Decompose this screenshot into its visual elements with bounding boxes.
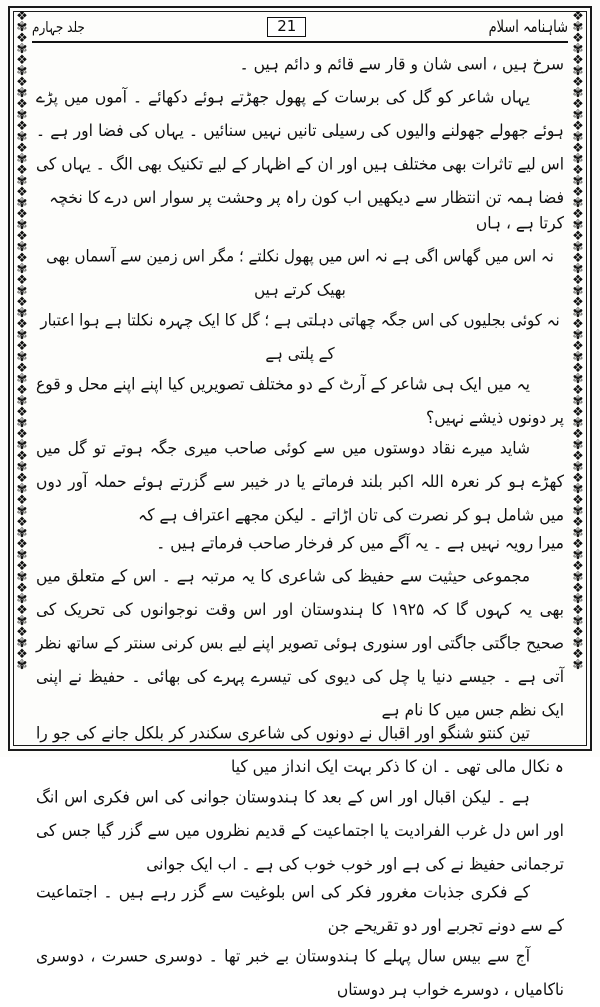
paragraph: شاید میرے نقاد دوستوں میں سے کوئی صاحب میری جگہ ہوتے تو گل میں کھڑے ہو کر نعرہ اللہ اکبر بلند فرماتے یا در خیبر سے گزرتے ہوئے حملہ آور دوں میں شامل ہو کر نصرت کی تان اڑاتے ۔ لیکن مجھے اعتراف ہے کہ: [36, 438, 564, 525]
paragraph: آج سے بیس سال پہلے کا ہندوستان بے خبر تھا ۔ دوسری حسرت ، دوسری ناکامیاں ، دوسرے خواب ہر دوستاں: [36, 946, 564, 1000]
paragraph: ہے ۔ لیکن اقبال اور اس کے بعد کا ہندوستان جوانی کی اس فکری اس انگ اور اس دل غرب الفرادیت یا اجتماعیت کے قدیم نظروں میں سے گزر گیا جس کی ترجمانی حفیظ نے کی ہے اور خوب خوب کی ہے ۔ اب ایک جوانی: [36, 787, 564, 874]
book-title: شاہنامہ اسلام: [488, 17, 568, 37]
ornamental-band-right: ❖✾❖✾❖✾❖✾❖✾❖✾❖✾❖✾❖✾❖✾❖✾❖✾❖✾❖✾❖✾❖✾❖✾❖✾❖✾❖✾❖✾❖✾❖✾❖✾❖✾❖✾❖✾❖✾❖✾❖✾: [572, 11, 584, 673]
paragraph: میرا رویہ نہیں ہے ۔ یہ آگے میں کر فرخار صاحب فرماتے ہیں ۔: [156, 533, 564, 553]
paragraph: سرخ ہیں ، اسی شان و قار سے قائم و دائم ہیں ۔: [239, 54, 564, 74]
paragraph: کے فکری جذبات مغرور فکر کی اس بلوغیت سے گزر رہے ہیں ۔ اجتماعیت کے سے دونے تجربے اور دو تقریحے جن: [36, 882, 564, 936]
paragraph: یہ میں ایک ہی شاعر کے آرٹ کے دو مختلف تصویریں کیا اپنے اپنے محل و قوع پر دونوں ذیشے نہیں؟: [36, 374, 564, 428]
paragraph: تین کنتو شنگو اور اقبال نے دونوں کی شاعری سکندر کر بلکل جانے کی جو را ہ نکال مالی تھی ۔ ان کا ذکر بہت ایک انداز میں کیا: [36, 723, 564, 777]
page-number: 21: [267, 17, 306, 37]
paragraph: کرتا ہے ، ہاں: [475, 213, 564, 233]
verse-line: نہ اس میں گھاس اگی ہے نہ اس میں پھول نکلتے ؛ مگر اس زمین سے آسماں بھی بھیک کرتے ہیں: [46, 246, 554, 300]
verse-line: نہ کوئی بجلیوں کی اس جگہ چھاتی دہلتی ہے ؛ گل کا ایک چہرہ نکلتا ہے ہوا اعتبار کے پلتی ہے: [40, 310, 560, 364]
volume-label: جلد جہارم: [32, 18, 85, 36]
page-header: [32, 14, 568, 40]
paragraph: مجموعی حیثیت سے حفیظ کی شاعری کا یہ مرتبہ ہے ۔ اس کے متعلق میں بھی یہ کہوں گا کہ ۱۹۲۵ کا ہندوستان اور اس وقت نوجوانوں کی تحریک کی صحیح جاگتی جاگتی اور سنوری ہوئی تصویر اپنے لیے بس کرنی سنتر کے ساتھ نظر آتی ہے ۔ جیسے دنیا یا چل کی دیوی کی تیسرے پہرے کی بھائی ۔ حفیظ نے اپنی ایک نظم جس میں کا نام ہے: [36, 566, 564, 720]
page-body: [36, 48, 564, 1000]
ornamental-band-left: ❖✾❖✾❖✾❖✾❖✾❖✾❖✾❖✾❖✾❖✾❖✾❖✾❖✾❖✾❖✾❖✾❖✾❖✾❖✾❖✾❖✾❖✾❖✾❖✾❖✾❖✾❖✾❖✾❖✾❖✾: [16, 11, 28, 673]
header-divider: [32, 41, 568, 43]
paragraph: یہاں شاعر کو گل کی برسات کے پھول جھڑتے ہوئے دکھائے ۔ آموں میں پڑے ہوئے جھولے جھولنے والیوں کی رسیلی تانیں نہیں سنائیں ۔ یہاں کی فضا اور ہے ۔ اس لیے تاثرات بھی مختلف ہیں اور ان کے اظہار کے لیے تکنیک بھی الگ ۔ یہاں کی فضا ہمہ تن انتظار سے دیکھیں اب کون راہ پر وحشت پر سوار اس درے کا نخچہ: [36, 87, 564, 208]
